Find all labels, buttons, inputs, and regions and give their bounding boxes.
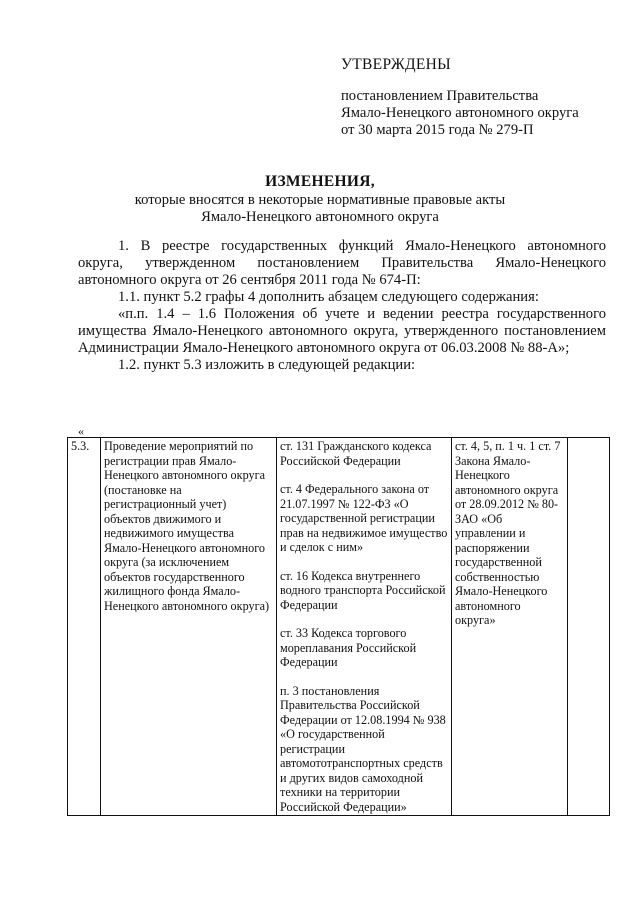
approval-line-2: Ямало-Ненецкого автономного округа (341, 105, 579, 121)
functions-table (67, 437, 610, 816)
paragraph-quote: «п.п. 1.4 – 1.6 Положения об учете и ведении реестра государственного имущества Ямало-Ненецкого автономного округа, утвержденного постановлением Администрации Ямало-Ненецкого автономного округа от 06.03.2008 № 88-А»; (78, 306, 606, 356)
subtitle-line-1: которые вносятся в некоторые нормативные правовые акты (134, 192, 506, 208)
paragraph-1-2: 1.2. пункт 5.3 изложить в следующей редакции: (118, 357, 416, 373)
federal-act: ст. 131 Гражданского кодекса Российской Федерации (280, 439, 432, 468)
document-title: ИЗМЕНЕНИЯ, (265, 173, 375, 190)
cell-empty (568, 438, 610, 816)
approval-heading: УТВЕРЖДЕНЫ (341, 56, 451, 73)
cell-number: 5.3. (68, 438, 101, 816)
quote-open-mark: « (78, 424, 84, 438)
paragraph-1-1: 1.1. пункт 5.2 графы 4 дополнить абзацем следующего содержания: (118, 289, 539, 305)
federal-act: ст. 33 Кодекса торгового мореплавания Российской Федерации (280, 626, 417, 669)
federal-act: ст. 4 Федерального закона от 21.07.1997 № 122-ФЗ «О государственной регистрации прав на недвижимое имущество и сделок с ним» (280, 482, 448, 554)
cell-function: Проведение мероприятий по регистрации прав Ямало-Ненецкого автономного округа (постановке на регистрационный учет) объектов движимого и недвижимого имущества Ямало-Ненецкого автономного округа (за исключением объектов государственного жилищного фонда Ямало-Ненецкого автономного округа) (101, 438, 277, 816)
paragraph-1: 1. В реестре государственных функций Ямало-Ненецкого автономного округа, утвержденном постановлением Правительства Ямало-Ненецкого автономного округа от 26 сентября 2011 года № 674-П: (78, 238, 606, 288)
approval-block (341, 56, 579, 139)
document-subtitle (0, 192, 640, 226)
cell-regional-acts: ст. 4, 5, п. 1 ч. 1 ст. 7 Закона Ямало-Ненецкого автономного округа от 28.09.2012 № 80-ЗАО «Об управлении и распоряжении государственной собственностью Ямало-Ненецкого автономного округа» (452, 438, 568, 816)
document-body (78, 238, 606, 374)
table-row (68, 438, 610, 816)
federal-act: п. 3 постановления Правительства Российской Федерации от 12.08.1994 № 938 «О государственной регистрации автомототранспортных средств и других видов самоходной техники на территории Российской Федерации» (280, 683, 446, 814)
subtitle-line-2: Ямало-Ненецкого автономного округа (201, 209, 439, 225)
federal-act: ст. 16 Кодекса внутреннего водного транспорта Российской Федерации (280, 568, 446, 612)
approval-line-1: постановлением Правительства (341, 88, 539, 104)
cell-federal-acts (277, 438, 452, 816)
approval-line-3: от 30 марта 2015 года № 279-П (341, 122, 534, 138)
